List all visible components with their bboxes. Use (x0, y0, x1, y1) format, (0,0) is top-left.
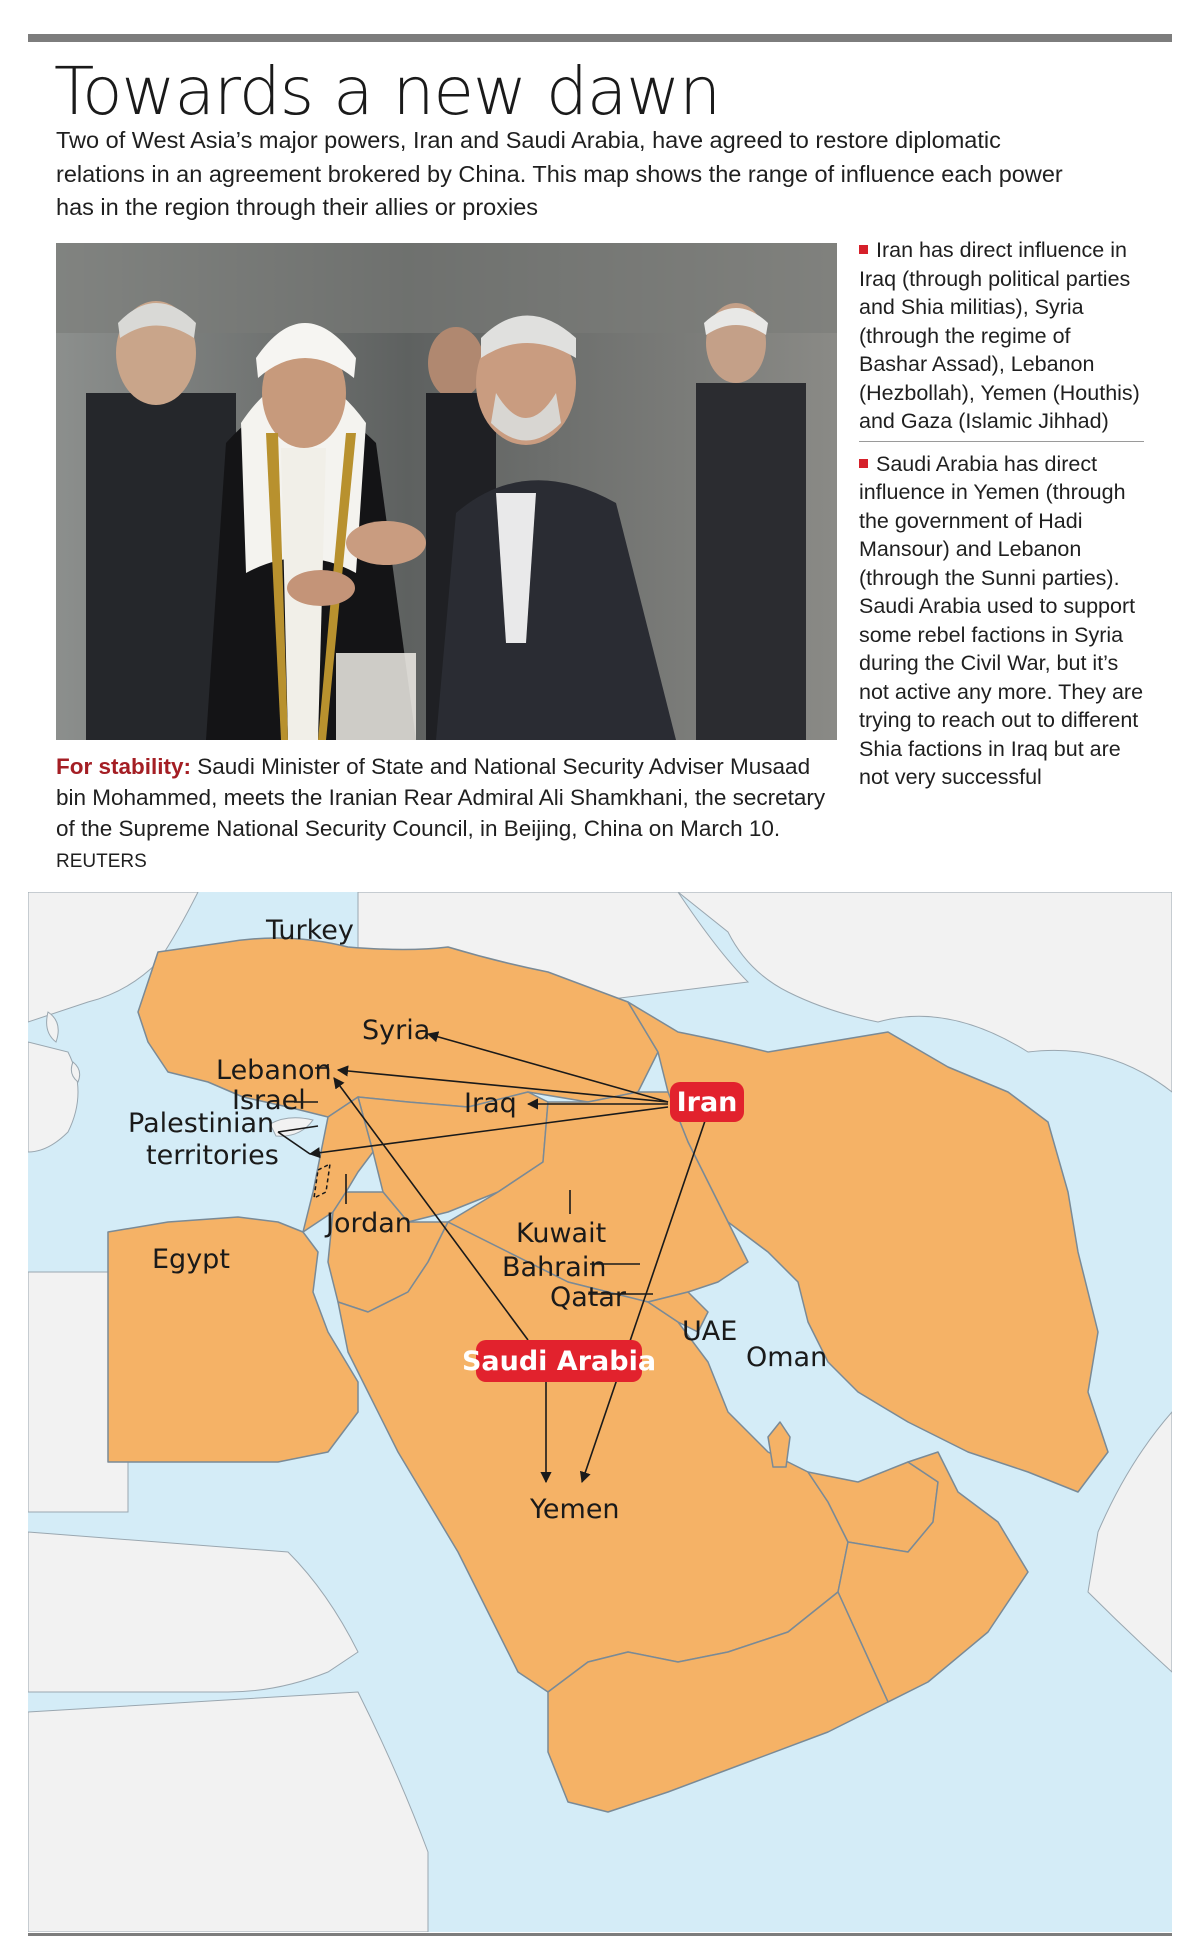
influence-notes (859, 236, 1144, 792)
saudi-pill-label: Saudi Arabia (461, 1346, 657, 1377)
top-rule (28, 34, 1172, 42)
note-saudi (859, 450, 1144, 792)
label-qatar: Qatar (550, 1282, 627, 1313)
saudi-pill (462, 1340, 656, 1382)
bottom-rule (28, 1933, 1172, 1936)
photo-credit: REUTERS (56, 851, 147, 872)
label-oman: Oman (746, 1342, 828, 1373)
headline: Towards a new dawn (54, 53, 721, 130)
caption-lead: For stability: (56, 754, 192, 779)
influence-map (28, 892, 1172, 1932)
label-egypt: Egypt (152, 1244, 230, 1275)
label-kuwait: Kuwait (516, 1218, 607, 1249)
photo-illustration (56, 243, 837, 740)
label-uae: UAE (682, 1316, 738, 1347)
photo-caption (56, 751, 846, 877)
red-square-bullet-icon (859, 459, 868, 468)
label-syria: Syria (362, 1015, 431, 1046)
intro-paragraph: Two of West Asia’s major powers, Iran and Saudi Arabia, have agreed to restore diplomatic relations in an agreement brokered by China. This map shows the range of influence each power has in the region through their allies or proxies (56, 127, 1063, 220)
label-jordan: Jordan (326, 1208, 412, 1239)
label-iraq: Iraq (464, 1088, 517, 1119)
notes-divider (859, 441, 1144, 442)
label-palestinian-2: territories (146, 1140, 279, 1171)
label-bahrain: Bahrain (502, 1252, 607, 1283)
note-iran (859, 236, 1144, 436)
label-lebanon: Lebanon (216, 1055, 332, 1086)
iran-pill-label: Iran (676, 1087, 738, 1118)
iran-pill (670, 1082, 744, 1122)
label-palestinian-1: Palestinian (128, 1108, 275, 1139)
news-photo (56, 243, 837, 740)
note-iran-text: Iran has direct influence in Iraq (through political parties and Shia militias), Syria (through the regime of Bashar Assad), Lebanon (Hezbollah), Yemen (Houthis) and Gaza (Islamic Jihhad) (859, 238, 1140, 433)
red-square-bullet-icon (859, 245, 868, 254)
note-saudi-text: Saudi Arabia has direct influence in Yemen (through the government of Hadi Mansour) and Lebanon (through the Sunni parties). Saudi Arabia used to support some rebel factions in Syria during the Civil War, but it’s not active any more. They are trying to reach out to different Shia factions in Iraq but are not very successful (859, 451, 1144, 789)
map-svg (28, 892, 1172, 1932)
label-israel: Israel (232, 1085, 306, 1116)
label-turkey: Turkey (266, 915, 354, 946)
caption-text: Saudi Minister of State and National Security Adviser Musaad bin Mohammed, meets the Iranian Rear Admiral Ali Shamkhani, the secretary of the Supreme National Security Council, in Beijing, China on March 10. (56, 754, 826, 841)
label-yemen: Yemen (530, 1494, 620, 1525)
